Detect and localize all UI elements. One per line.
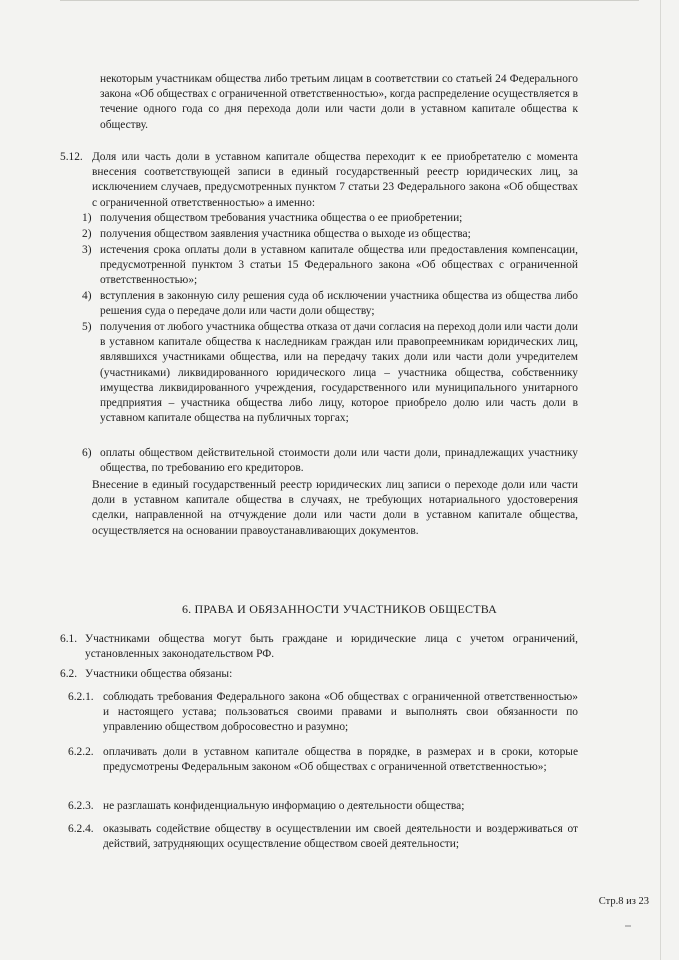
item-4-number: 4) [82,290,92,302]
clause-6-2-4-number: 6.2.4. [68,823,94,835]
item-3-number: 3) [82,244,92,256]
clause-6-2-number: 6.2. [60,668,78,680]
item-1-number: 1) [82,212,92,224]
clause-6-2-text: Участники общества обязаны: [85,668,233,680]
clause-5-12-number: 5.12. [60,151,83,163]
clause-6-2-2-text: оплачивать доли в уставном капитале общества в порядке, в размерах и в сроки, которые предусмотрены Федеральным законом «Об обществах с ограниченной ответственностью»; [103,746,578,774]
clause-6-2-1-text: соблюдать требования Федерального закона «Об обществах с ограниченной ответственностью» и настоящего устава; пользоваться своими правами и выполнять свои обязанности по управлению обществом добросовестно и разумно; [103,691,578,734]
clause-6-1-number: 6.1. [60,633,78,645]
page-right-edge [660,0,661,960]
item-3-text: истечения срока оплаты доли в уставном капитале общества или предоставления компенсации, предусмотренной пунктом 3 статьи 15 Федерального закона «Об обществах с ограниченной ответственностью»; [100,244,578,287]
item-5-text: получения от любого участника общества отказа от дачи согласия на переход доли или части доли в уставном капитале общества к наследникам граждан или правопреемникам юридических лиц, являвшихся участниками общества, или на передачу таких доли или части доли учредителем (участниками) ликвидированного юридического лица – участника общества, собственнику имущества ликвидированного учреждения, государственного или муниципального унитарного предприятия – участника общества либо лицу, которое приобрело долю или часть доли в уставном капитале общества на публичных торгах; [100,321,579,425]
item-5-number: 5) [82,321,92,333]
clause-6-2-1-number: 6.2.1. [68,691,94,703]
clause-6-1-text: Участниками общества могут быть граждане и юридические лица с учетом ограничений, установленных законодательством РФ. [85,633,578,661]
clause-5-12-text: Доля или часть доли в уставном капитале общества переходит к ее приобретателю с момента внесения соответствующей записи в единый государственный реестр юридических лиц, за исключением случаев, предусмотренных пунктом 7 статьи 23 Федерального закона «Об обществах с ограниченной ответственностью» а именно: [92,151,578,209]
item-2-text: получения обществом заявления участника общества о выходе из общества; [100,228,471,240]
item-2-number: 2) [82,228,92,240]
clause-6-2-4-text: оказывать содействие обществу в осуществлении им своей деятельности и воздерживаться от действий, затрудняющих осуществление обществом своей деятельности; [103,823,578,851]
item-1-text: получения обществом требования участника общества о ее приобретении; [100,212,463,224]
item-6-text: оплаты обществом действительной стоимости доли или части доли, принадлежащих участнику общества, по требованию его кредиторов. [100,447,578,475]
intro-continuation: некоторым участникам общества либо третьим лицам в соответствии со статьей 24 Федерального закона «Об обществах с ограниченной ответственностью», когда распределение осуществляется в течение одного года со дня перехода доли или части доли в уставном капитале общества к обществу. [100,73,578,131]
clause-6-2-3-number: 6.2.3. [68,800,94,812]
item-6-number: 6) [82,447,92,459]
scan-mark [625,925,631,927]
page-number: Стр.8 из 23 [598,896,649,907]
section-6-heading: 6. ПРАВА И ОБЯЗАННОСТИ УЧАСТНИКОВ ОБЩЕСТВА [181,602,498,616]
clause-6-2-2-number: 6.2.2. [68,746,94,758]
clause-5-12-closing: Внесение в единый государственный реестр юридических лиц записи о переходе доли или части доли в уставном капитале общества в случаях, не требующих нотариального удостоверения сделки, направленной на отчуждение доли или части доли в уставном капитале общества, осуществляется на основании правоустанавливающих документов. [92,479,578,537]
clause-6-2-3-text: не разглашать конфиденциальную информацию о деятельности общества; [103,800,465,812]
page-top-edge [60,0,639,1]
item-4-text: вступления в законную силу решения суда об исключении участника общества из общества либо решения суда о передаче доли или части доли обществу; [100,290,578,318]
